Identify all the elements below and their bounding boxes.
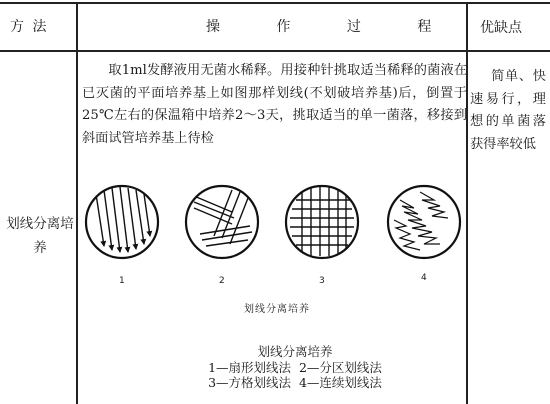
plate-2-number: 2 [219, 276, 225, 286]
plate-1-number: 1 [119, 276, 125, 286]
pros-cons-text: 简单、快速易行，理想的单菌落获得率较低 [470, 69, 546, 152]
plate-3-grid-streak [286, 186, 358, 258]
column-divider-1 [76, 2, 78, 404]
header-method: 方 法 [10, 19, 49, 35]
plate-2-zone-streak [186, 186, 258, 258]
streak-plates-svg [82, 176, 467, 296]
header-pros-cons: 优缺点 [480, 20, 522, 36]
streak-plate-figure [82, 176, 467, 296]
method-name: 划线分离培养 [6, 216, 74, 256]
plate-1-fan-streak [86, 186, 158, 258]
caption-title: 划线分离培养 [257, 344, 333, 359]
figure-inner-title: 划线分离培养 [244, 304, 310, 315]
header-process: 操 作 过 程 [206, 19, 458, 35]
plate-4-number: 4 [421, 273, 427, 283]
header-divider [0, 50, 550, 52]
caption-line-1: 1—扇形划线法 2—分区划线法 [208, 359, 382, 375]
plate-4-continuous-streak [388, 186, 460, 258]
table-top-border [0, 2, 550, 4]
process-description: 取1ml发酵液用无菌水稀释。用接种针挑取适当稀释的菌液在已灭菌的平面培养基上如图那样划线(不划破培养基)后，倒置于25℃左右的保温箱中培养2～3天，挑取适当的单一菌落，移接到斜面试管培养基上待检 [82, 63, 467, 146]
plate-3-number: 3 [319, 276, 325, 286]
caption-line-2: 3—方格划线法 4—连续划线法 [208, 375, 382, 390]
figure-caption [175, 344, 415, 391]
